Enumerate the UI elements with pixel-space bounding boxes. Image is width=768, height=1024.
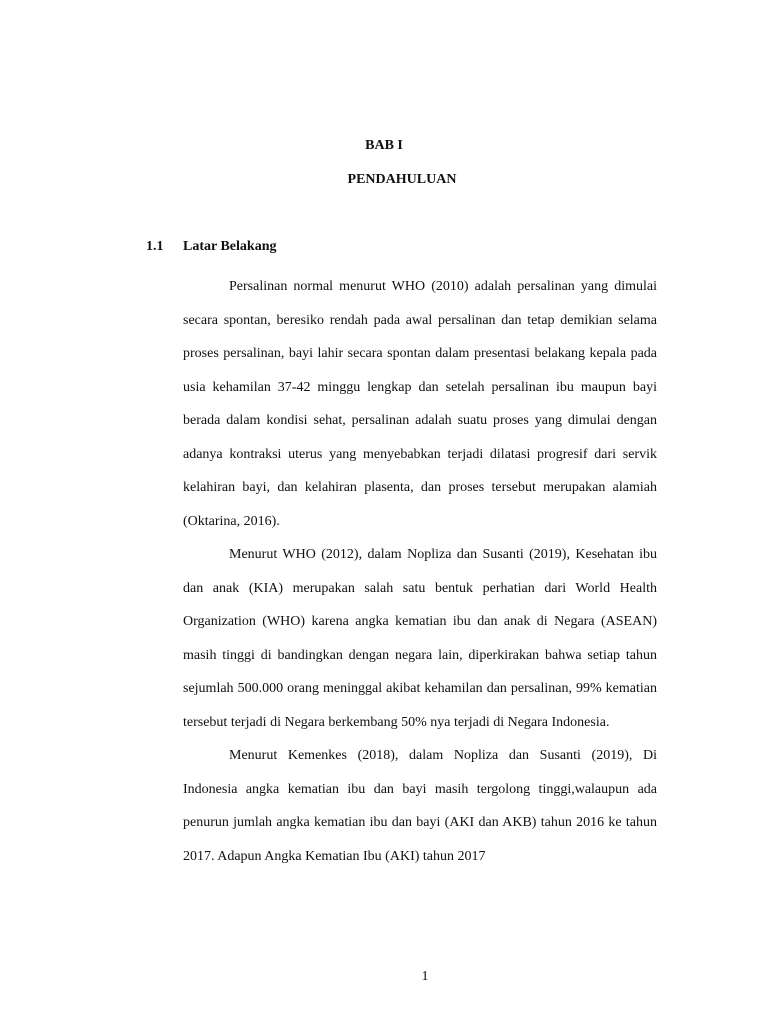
section-number: 1.1 [146, 239, 164, 254]
section-heading [146, 238, 276, 256]
paragraph: Menurut Kemenkes (2018), dalam Nopliza dan Susanti (2019), Di Indonesia angka kematian ibu dan bayi masih tergolong tinggi,walaupun ada penurun jumlah angka kematian ibu dan bayi (AKI dan AKB) tahun 2016 ke tahun 2017. Adapun Angka Kematian Ibu (AKI) tahun 2017 [183, 748, 657, 864]
paragraph: Menurut WHO (2012), dalam Nopliza dan Susanti (2019), Kesehatan ibu dan anak (KIA) merupakan salah satu bentuk perhatian dari World Health Organization (WHO) karena angka kematian ibu dan anak di Negara (ASEAN) masih tinggi di bandingkan dengan negara lain, diperkirakan bahwa setiap tahun sejumlah 500.000 orang meninggal akibat kehamilan dan persalinan, 99% kematian tersebut terjadi di Negara berkembang 50% nya terjadi di Negara Indonesia. [183, 547, 657, 730]
page-number: 1 [421, 969, 429, 984]
section-title: Latar Belakang [183, 239, 277, 254]
chapter-title: PENDAHULUAN [347, 172, 457, 187]
paragraph: Persalinan normal menurut WHO (2010) adalah persalinan yang dimulai secara spontan, beresiko rendah pada awal persalinan dan tetap demikian selama proses persalinan, bayi lahir secara spontan dalam presentasi belakang kepala pada usia kehamilan 37-42 minggu lengkap dan setelah persalinan ibu maupun bayi berada dalam kondisi sehat, persalinan adalah suatu proses yang dimulai dengan adanya kontraksi uterus yang menyebabkan terjadi dilatasi progresif dari servik kelahiran bayi, dan kelahiran plasenta, dan proses tersebut merupakan alamiah (Oktarina, 2016). [183, 279, 657, 529]
body-text [183, 270, 657, 873]
chapter-number: BAB I [365, 138, 403, 153]
